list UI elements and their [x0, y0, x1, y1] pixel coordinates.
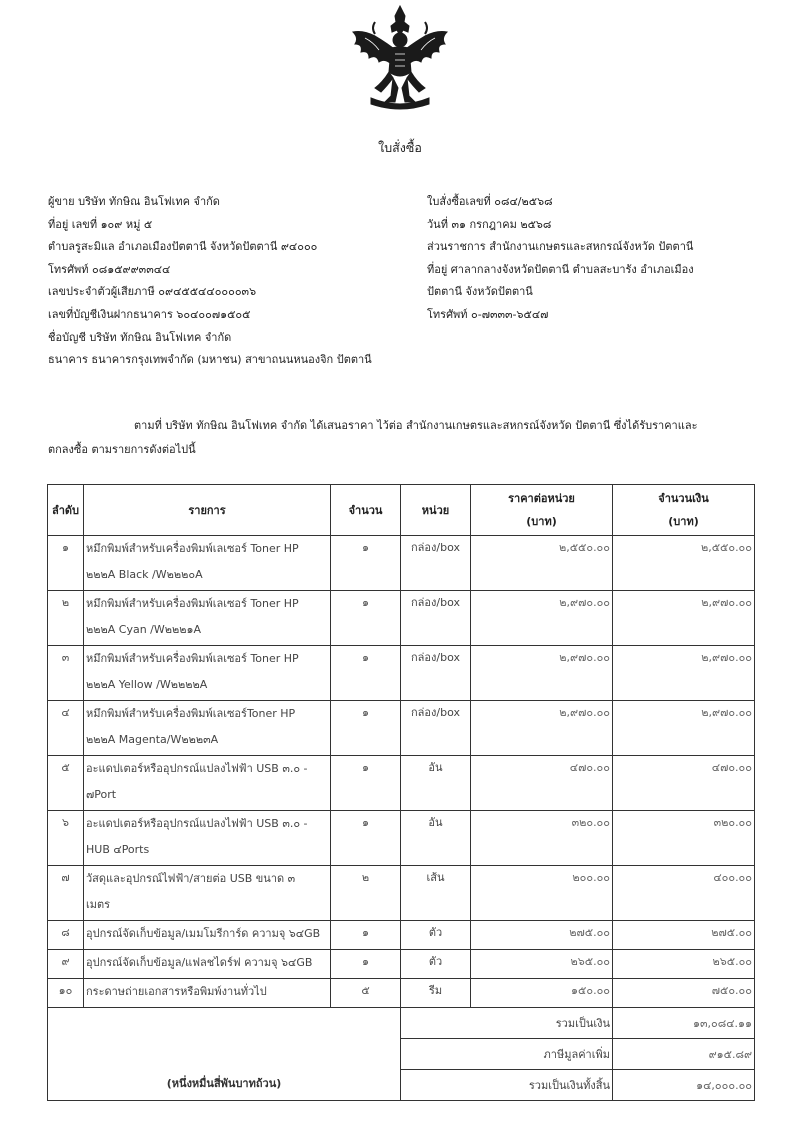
row-amount-text: ๒,๕๕๐.๐๐	[700, 541, 752, 554]
row-item-line1: อุปกรณ์จัดเก็บข้อมูล/แฟลชไดร์ฟ ความจุ ๖๔GB	[86, 956, 313, 969]
seller-phone: โทรศัพท์ ๐๘๑๕๙๙๓๓๔๔	[48, 262, 171, 276]
row-no	[48, 921, 84, 950]
row-item-line1: วัสดุและอุปกรณ์ไฟฟ้า/สายต่อ USB ขนาด ๓	[86, 872, 296, 885]
intro-paragraph-line1: ตามที่ บริษัท ทักษิณ อินโฟเทค จำกัด ได้เสนอราคา ไว้ต่อ สำนักงานเกษตรและสหกรณ์จังหวัด ปัตตานี ซึ่งได้รับราคาและ	[134, 419, 698, 432]
row-unit-text: อัน	[428, 761, 443, 774]
row-item-line2: HUB ๔Ports	[86, 843, 150, 856]
row-unit-text: กล่อง/box	[411, 596, 460, 609]
row-unit	[401, 950, 471, 979]
row-qty-text: ๑	[362, 926, 369, 939]
row-qty	[331, 536, 401, 591]
row-unit-text: ตัว	[428, 955, 443, 968]
row-unit	[401, 646, 471, 701]
order-number: ใบสั่งซื้อเลขที่ ๐๘๔/๒๕๖๘	[427, 195, 553, 208]
row-item-line1: อะแดปเตอร์หรืออุปกรณ์แปลงไฟฟ้า USB ๓.๐ -	[86, 817, 308, 830]
row-unit-price-text: ๒๖๕.๐๐	[570, 955, 610, 968]
row-unit-price-text: ๓๒๐.๐๐	[571, 816, 610, 829]
row-unit-price	[471, 646, 613, 701]
row-qty	[331, 756, 401, 811]
table-row	[48, 921, 755, 950]
subtotal-value: ๑๓,๐๘๔.๑๑	[613, 1008, 755, 1039]
row-amount-text: ๒๗๕.๐๐	[711, 926, 752, 939]
row-no-text: ๔	[61, 706, 70, 719]
row-unit	[401, 866, 471, 921]
row-item-line2: ๒๒๒A Black /W๒๒๒๐A	[86, 568, 203, 581]
row-no-text: ๑๐	[58, 984, 73, 997]
row-qty	[331, 646, 401, 701]
row-qty-text: ๕	[361, 984, 370, 997]
table-row	[48, 646, 755, 701]
seller-address-line1: ที่อยู่ เลขที่ ๑๐๙ หมู่ ๕	[48, 217, 153, 231]
row-qty	[331, 591, 401, 646]
seller-account-name: ชื่อบัญชี บริษัท ทักษิณ อินโฟเทค จำกัด	[48, 330, 232, 344]
header-no: ลำดับ	[48, 485, 84, 536]
row-no	[48, 646, 84, 701]
row-unit-price	[471, 536, 613, 591]
row-amount	[613, 866, 755, 921]
summary-subtotal-row	[48, 1008, 755, 1039]
row-no	[48, 756, 84, 811]
items-table	[47, 484, 755, 1101]
intro-paragraph-line2: ตกลงซื้อ ตามรายการดังต่อไปนี้	[48, 443, 196, 456]
row-unit-text: กล่อง/box	[411, 706, 460, 719]
seller-bank: ธนาคาร ธนาคารกรุงเทพจำกัด (มหาชน) สาขาถนนหนองจิก ปัตตานี	[48, 353, 372, 367]
row-unit-price-text: ๒,๙๗๐.๐๐	[559, 651, 610, 664]
table-row	[48, 866, 755, 921]
row-no	[48, 536, 84, 591]
row-unit	[401, 536, 471, 591]
row-unit-price-text: ๒,๕๕๐.๐๐	[558, 541, 610, 554]
header-unit-price	[471, 485, 613, 536]
vat-label: ภาษีมูลค่าเพิ่ม	[401, 1039, 613, 1070]
row-qty-text: ๑	[362, 651, 369, 664]
table-row	[48, 979, 755, 1008]
row-item-line2: เมตร	[86, 898, 111, 911]
row-qty	[331, 979, 401, 1008]
row-qty	[331, 921, 401, 950]
row-item	[84, 950, 331, 979]
row-unit-text: ตัว	[428, 926, 443, 939]
row-unit	[401, 701, 471, 756]
row-amount	[613, 646, 755, 701]
row-no-text: ๕	[61, 761, 70, 774]
row-no-text: ๖	[62, 816, 69, 829]
table-row	[48, 536, 755, 591]
row-item-line1: อะแดปเตอร์หรืออุปกรณ์แปลงไฟฟ้า USB ๓.๐ -	[86, 762, 308, 775]
header-unit: หน่วย	[401, 485, 471, 536]
row-no	[48, 950, 84, 979]
row-amount	[613, 536, 755, 591]
header-amount-line2: (บาท)	[668, 515, 699, 528]
row-amount	[613, 921, 755, 950]
table-row	[48, 701, 755, 756]
row-unit-price-text: ๒๗๕.๐๐	[569, 926, 610, 939]
row-item	[84, 866, 331, 921]
header-unit-price-line2: (บาท)	[526, 515, 557, 528]
row-item-line1: หมึกพิมพ์สำหรับเครื่องพิมพ์เลเซอร์ Toner HP	[86, 652, 299, 665]
row-unit-text: กล่อง/box	[411, 651, 460, 664]
row-item-line2: ๗Port	[86, 788, 117, 801]
total-in-words: (หนึ่งหมื่นสี่พันบาทถ้วน)	[48, 1008, 401, 1101]
row-no-text: ๗	[61, 871, 70, 884]
header-qty: จำนวน	[331, 485, 401, 536]
row-amount-text: ๓๒๐.๐๐	[713, 816, 752, 829]
row-no	[48, 591, 84, 646]
seller-info	[48, 191, 408, 372]
header-amount	[613, 485, 755, 536]
row-unit-price	[471, 866, 613, 921]
table-header-row	[48, 485, 755, 536]
row-no-text: ๘	[61, 926, 70, 939]
row-amount-text: ๒,๙๗๐.๐๐	[701, 596, 752, 609]
document-title: ใบสั่งซื้อ	[378, 140, 422, 155]
order-agency: ส่วนราชการ สำนักงานเกษตรและสหกรณ์จังหวัด ปัตตานี	[427, 240, 694, 254]
row-qty-text: ๑	[362, 761, 369, 774]
order-info	[427, 191, 767, 327]
row-item-line2: ๒๒๒A Cyan /W๒๒๒๑A	[86, 623, 202, 636]
vat-value: ๙๑๕.๘๙	[613, 1039, 755, 1070]
row-amount	[613, 756, 755, 811]
subtotal-label: รวมเป็นเงิน	[401, 1008, 613, 1039]
row-no-text: ๓	[61, 651, 70, 664]
row-item-line1: กระดาษถ่ายเอกสารหรือพิมพ์งานทั่วไป	[86, 985, 267, 998]
seller-name: ผู้ขาย บริษัท ทักษิณ อินโฟเทค จำกัด	[48, 195, 220, 208]
row-unit-price-text: ๔๗๐.๐๐	[569, 761, 610, 774]
row-amount	[613, 979, 755, 1008]
row-no	[48, 866, 84, 921]
header-unit-price-line1: ราคาต่อหน่วย	[508, 492, 575, 505]
row-amount-text: ๒,๙๗๐.๐๐	[701, 651, 752, 664]
row-qty-text: ๑	[362, 596, 369, 609]
row-qty	[331, 866, 401, 921]
row-no-text: ๑	[62, 541, 69, 554]
row-unit	[401, 979, 471, 1008]
row-unit-price	[471, 921, 613, 950]
table-row	[48, 591, 755, 646]
row-no-text: ๙	[61, 955, 70, 968]
row-unit-price	[471, 950, 613, 979]
row-amount	[613, 811, 755, 866]
order-phone: โทรศัพท์ ๐-๗๓๓๓-๖๕๔๗	[427, 307, 549, 321]
row-amount	[613, 950, 755, 979]
row-item	[84, 811, 331, 866]
seller-tax-id: เลขประจำตัวผู้เสียภาษี ๐๙๔๕๕๔๔๐๐๐๐๓๖	[48, 285, 257, 299]
intro-paragraph	[48, 414, 758, 462]
header-item: รายการ	[84, 485, 331, 536]
row-no	[48, 811, 84, 866]
table-row	[48, 756, 755, 811]
row-item-line1: อุปกรณ์จัดเก็บข้อมูล/เมมโมรีการ์ด ความจุ ๖๔GB	[86, 927, 321, 940]
row-item-line2: ๒๒๒A Yellow /W๒๒๒๒A	[86, 678, 208, 691]
row-qty-text: ๑	[362, 706, 369, 719]
row-qty	[331, 701, 401, 756]
row-qty	[331, 811, 401, 866]
row-item-line1: หมึกพิมพ์สำหรับเครื่องพิมพ์เลเซอร์ Toner HP	[86, 597, 299, 610]
row-amount-text: ๒,๙๗๐.๐๐	[701, 706, 752, 719]
row-amount	[613, 701, 755, 756]
row-unit-text: เส้น	[426, 871, 445, 884]
row-item	[84, 646, 331, 701]
row-unit	[401, 756, 471, 811]
row-no	[48, 701, 84, 756]
row-item	[84, 979, 331, 1008]
row-unit-price	[471, 701, 613, 756]
row-qty-text: ๒	[361, 871, 370, 884]
row-unit-text: อัน	[428, 816, 443, 829]
row-amount-text: ๗๕๐.๐๐	[711, 984, 752, 997]
row-item	[84, 756, 331, 811]
row-item	[84, 921, 331, 950]
row-qty-text: ๑	[362, 541, 369, 554]
row-unit	[401, 591, 471, 646]
garuda-emblem-icon	[345, 2, 455, 114]
row-unit-price-text: ๒๐๐.๐๐	[572, 871, 610, 884]
grand-total-label: รวมเป็นเงินทั้งสิ้น	[401, 1070, 613, 1101]
row-unit	[401, 921, 471, 950]
order-date: วันที่ ๓๑ กรกฎาคม ๒๕๖๘	[427, 217, 552, 231]
row-amount-text: ๔๐๐.๐๐	[713, 871, 752, 884]
seller-address-line2: ตำบลรูสะมิแล อำเภอเมืองปัตตานี จังหวัดปัตตานี ๙๔๐๐๐	[48, 240, 318, 254]
order-address-line1: ที่อยู่ ศาลากลางจังหวัดปัตตานี ตำบลสะบารัง อำเภอเมือง	[427, 262, 694, 276]
row-unit-price-text: ๑๕๐.๐๐	[571, 984, 610, 997]
row-item	[84, 701, 331, 756]
row-unit-price	[471, 756, 613, 811]
row-unit-text: รีม	[428, 984, 443, 997]
row-unit-price	[471, 979, 613, 1008]
row-no-text: ๒	[61, 596, 70, 609]
row-unit	[401, 811, 471, 866]
row-item	[84, 536, 331, 591]
table-row	[48, 811, 755, 866]
row-unit-price	[471, 591, 613, 646]
row-item-line1: หมึกพิมพ์สำหรับเครื่องพิมพ์เลเซอร์Toner HP	[86, 707, 296, 720]
row-amount-text: ๒๖๕.๐๐	[712, 955, 752, 968]
table-row	[48, 950, 755, 979]
row-item	[84, 591, 331, 646]
grand-total-value: ๑๔,๐๐๐.๐๐	[613, 1070, 755, 1101]
row-unit-price	[471, 811, 613, 866]
row-amount-text: ๔๗๐.๐๐	[711, 761, 752, 774]
row-qty-text: ๑	[362, 955, 369, 968]
row-unit-price-text: ๒,๙๗๐.๐๐	[559, 706, 610, 719]
row-unit-text: กล่อง/box	[411, 541, 460, 554]
row-qty-text: ๑	[362, 816, 369, 829]
row-qty	[331, 950, 401, 979]
row-item-line2: ๒๒๒A Magenta/W๒๒๒๓A	[86, 733, 219, 746]
order-address-line2: ปัตตานี จังหวัดปัตตานี	[427, 285, 533, 299]
row-item-line1: หมึกพิมพ์สำหรับเครื่องพิมพ์เลเซอร์ Toner HP	[86, 542, 299, 555]
row-unit-price-text: ๒,๙๗๐.๐๐	[559, 596, 610, 609]
header-amount-line1: จำนวนเงิน	[658, 492, 709, 505]
row-amount	[613, 591, 755, 646]
row-no	[48, 979, 84, 1008]
seller-bank-account: เลขที่บัญชีเงินฝากธนาคาร ๖๐๔๐๐๗๑๕๐๕	[48, 307, 251, 321]
